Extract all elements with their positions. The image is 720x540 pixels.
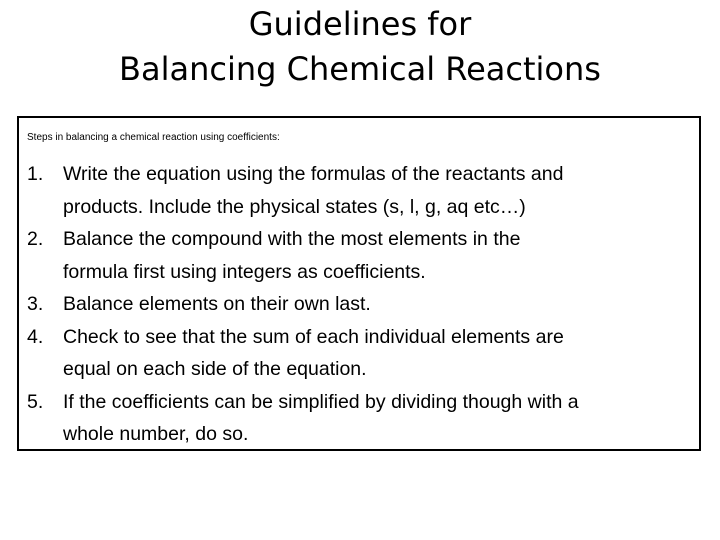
step-number: 2.: [27, 228, 44, 250]
title-line-2: Balancing Chemical Reactions: [119, 50, 601, 88]
step-number: 3.: [27, 293, 44, 315]
step-text: Balance elements on their own last.: [63, 293, 371, 315]
title-line-1: Guidelines for: [248, 5, 472, 43]
step-number: 5.: [27, 390, 44, 413]
step-item-4: [27, 321, 695, 386]
step-number: 1.: [27, 163, 44, 185]
step-item-5: [27, 386, 695, 451]
step-item-3: [27, 288, 695, 321]
step-item-2: [27, 223, 695, 288]
intro-text: Steps in balancing a chemical reaction using coefficients:: [27, 132, 280, 143]
step-text: If the coefficients can be simplified by dividing though with a whole number, do so.: [63, 390, 579, 445]
slide-title: [0, 2, 720, 92]
step-item-1: [27, 158, 695, 223]
step-number: 4.: [27, 325, 44, 348]
step-text: Check to see that the sum of each individual elements are equal on each side of the equation.: [63, 325, 564, 380]
content-box: [17, 116, 701, 451]
steps-list: [27, 158, 695, 451]
step-text: Write the equation using the formulas of the reactants and products. Include the physical states (s, l, g, aq etc…): [63, 163, 564, 218]
step-text: Balance the compound with the most elements in the formula first using integers as coefficients.: [63, 228, 521, 283]
